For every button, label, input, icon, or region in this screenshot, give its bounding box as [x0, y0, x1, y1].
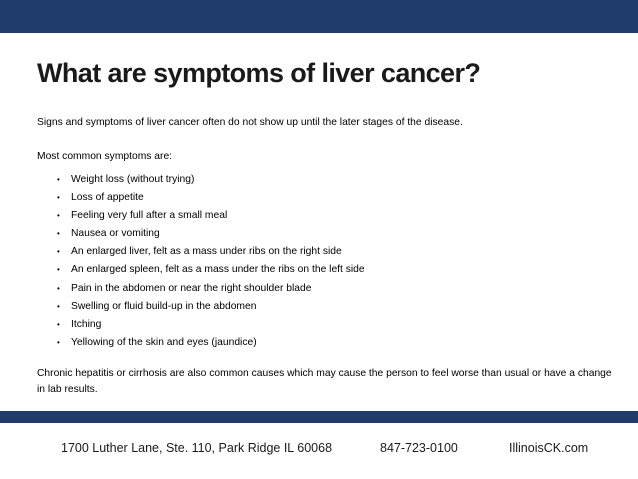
- symptom-item: [57, 334, 365, 352]
- footer-divider-bar: [0, 411, 638, 423]
- symptom-text: Itching: [71, 318, 102, 330]
- closing-paragraph: Chronic hepatitis or cirrhosis are also common causes which may cause the person to feel worse than usual or have a change in lab results.: [37, 368, 612, 395]
- symptom-list: [57, 171, 365, 352]
- symptom-text: Loss of appetite: [71, 192, 144, 204]
- symptom-item: [57, 207, 365, 225]
- symptom-text: Feeling very full after a small meal: [71, 210, 228, 222]
- footer-address: 1700 Luther Lane, Ste. 110, Park Ridge IL 60068: [61, 441, 333, 455]
- footer-phone: 847-723-0100: [380, 441, 458, 455]
- symptom-item: [57, 280, 365, 298]
- symptom-item: [57, 298, 365, 316]
- symptom-text: An enlarged liver, felt as a mass under ribs on the right side: [71, 246, 342, 258]
- symptom-text: Nausea or vomiting: [71, 228, 160, 240]
- symptom-text: Weight loss (without trying): [71, 174, 195, 185]
- symptom-item: [57, 225, 365, 243]
- bullet-icon: •: [57, 283, 60, 293]
- header-bar: [0, 0, 638, 33]
- symptom-item: [57, 261, 365, 279]
- bullet-icon: •: [57, 337, 60, 347]
- footer-website[interactable]: IllinoisCK.com: [509, 441, 589, 455]
- bullet-icon: •: [57, 265, 60, 275]
- bullet-icon: •: [57, 175, 60, 184]
- symptom-text: Swelling or fluid build-up in the abdomen: [71, 300, 257, 312]
- symptom-text: An enlarged spleen, felt as a mass under the ribs on the left side: [71, 264, 365, 276]
- symptoms-heading: Most common symptoms are:: [37, 151, 173, 162]
- slide-title: What are symptoms of liver cancer?: [37, 58, 481, 88]
- bullet-icon: •: [57, 319, 60, 329]
- symptom-text: Yellowing of the skin and eyes (jaundice): [71, 336, 257, 348]
- symptom-item: [57, 316, 365, 334]
- bullet-icon: •: [57, 247, 60, 257]
- symptom-text: Pain in the abdomen or near the right shoulder blade: [71, 282, 312, 294]
- symptom-item: [57, 189, 365, 207]
- symptom-item: [57, 243, 365, 261]
- bullet-icon: •: [57, 193, 60, 203]
- bullet-icon: •: [57, 211, 60, 221]
- symptom-item: [57, 171, 365, 189]
- bullet-icon: •: [57, 301, 60, 311]
- bullet-icon: •: [57, 229, 60, 239]
- intro-text: Signs and symptoms of liver cancer often do not show up until the later stages of the disease.: [37, 117, 463, 128]
